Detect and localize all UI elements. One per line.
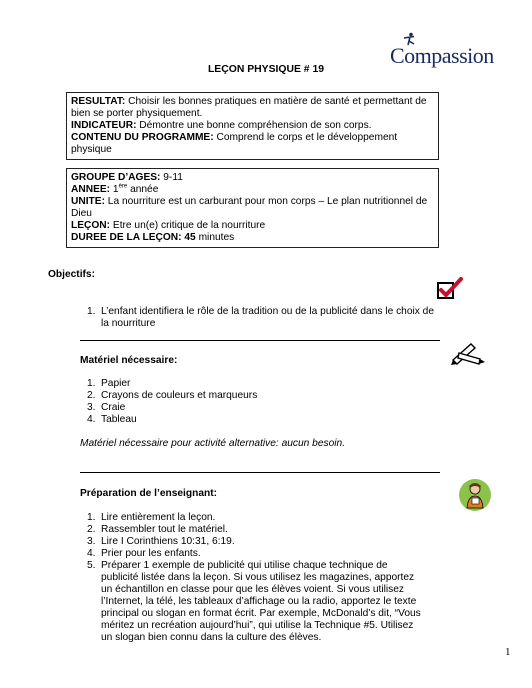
unit-row <box>71 196 434 220</box>
materials-note: Matériel nécessaire pour activité alternative: aucun besoin. <box>80 438 346 449</box>
indicator-row <box>71 120 434 132</box>
materials-heading: Matériel nécessaire: <box>80 355 178 366</box>
list-item <box>80 390 380 402</box>
duration-row <box>71 232 434 244</box>
list-item <box>80 306 442 330</box>
list-text: Prier pour les enfants. <box>101 548 201 559</box>
preparation-heading: Préparation de l’enseignant: <box>80 488 217 499</box>
list-number: 5. <box>87 560 96 571</box>
page-number: 1 <box>505 646 511 658</box>
duration-label: DUREE DE LA LEÇON: <box>71 232 182 243</box>
list-number: 1. <box>87 378 96 389</box>
year-value-suffix: année <box>127 184 159 195</box>
result-text: Choisir les bonnes pratiques en matière de santé et permettant de bien se porter physiquement. <box>71 96 427 119</box>
year-label: ANNEE: <box>71 184 111 195</box>
list-item <box>80 560 426 644</box>
result-label: RESULTAT: <box>71 96 126 107</box>
list-number: 4. <box>87 414 96 425</box>
duration-unit: minutes <box>195 232 235 243</box>
divider <box>80 340 440 341</box>
list-number: 2. <box>87 390 96 401</box>
list-number: 3. <box>87 536 96 547</box>
list-item <box>80 378 380 390</box>
age-group-value: 9-11 <box>160 172 183 183</box>
list-item <box>80 402 380 414</box>
preparation-list <box>80 512 426 644</box>
objectives-list <box>80 306 442 330</box>
lesson-row <box>71 220 434 232</box>
age-group-row <box>71 172 434 184</box>
outcome-box <box>66 92 439 160</box>
list-item <box>80 414 380 426</box>
materials-list <box>80 378 380 426</box>
list-text: Papier <box>101 378 131 389</box>
logo-wordmark: Compassion <box>390 43 494 68</box>
indicator-text: Démontre une bonne compréhension de son corps. <box>136 120 372 131</box>
list-item <box>80 524 426 536</box>
program-label: CONTENU DU PROGRAMME: <box>71 132 214 143</box>
list-text: Préparer 1 exemple de publicité qui utilise chaque technique de publicité listée dans la leçon. Si vous utilisez les magazines, apportez un échantillon en classe pour que les élèves voient. Si vous utilisez l’Internet, la télé, les tableaux d’affichage ou la radio, apportez le texte principal ou slogan en format écrit. Par exemple, McDonald’s dit, “Vous méritez un recréation aujourd’hui”, qui utilise la Technique #5. Utilisez un slogan bien connu dans la culture des élèves. <box>101 560 421 643</box>
checkbox-check-icon <box>436 277 464 301</box>
age-group-label: GROUPE D’AGES: <box>71 172 161 183</box>
year-superscript: ère <box>118 183 128 190</box>
list-text: Crayons de couleurs et marqueurs <box>101 390 258 401</box>
pencils-icon <box>450 340 486 366</box>
list-text: Craie <box>101 402 126 413</box>
list-text: Rassembler tout le matériel. <box>101 524 228 535</box>
result-row <box>71 96 434 120</box>
duration-number: 45 <box>181 232 196 243</box>
year-value: 1 <box>110 184 119 195</box>
list-text: Lire I Corinthiens 10:31, 6:19. <box>101 536 235 547</box>
page-title: LEÇON PHYSIQUE # 19 <box>207 64 325 75</box>
lesson-label: LEÇON: <box>71 220 111 231</box>
list-number: 4. <box>87 548 96 559</box>
divider <box>80 472 440 473</box>
objectives-heading: Objectifs: <box>48 269 95 280</box>
list-number: 1. <box>87 306 96 317</box>
list-text: L’enfant identifiera le rôle de la tradition ou de la publicité dans le choix de la nourriture <box>101 306 435 329</box>
list-text: Tableau <box>101 414 137 425</box>
list-number: 3. <box>87 402 96 413</box>
list-item <box>80 548 426 560</box>
list-number: 1. <box>87 512 96 523</box>
program-row <box>71 132 434 156</box>
unit-value: La nourriture est un carburant pour mon corps – Le plan nutritionnel de Dieu <box>71 196 428 219</box>
lesson-info-box <box>66 168 439 248</box>
list-item <box>80 512 426 524</box>
list-text: Lire entièrement la leçon. <box>101 512 216 523</box>
unit-label: UNITE: <box>71 196 105 207</box>
indicator-label: INDICATEUR: <box>71 120 137 131</box>
teacher-icon <box>458 478 492 512</box>
year-row <box>71 184 434 196</box>
list-number: 2. <box>87 524 96 535</box>
list-item <box>80 536 426 548</box>
program-text: Comprend le corps et le développement physique <box>71 132 398 155</box>
lesson-value: Etre un(e) critique de la nourriture <box>110 220 266 231</box>
